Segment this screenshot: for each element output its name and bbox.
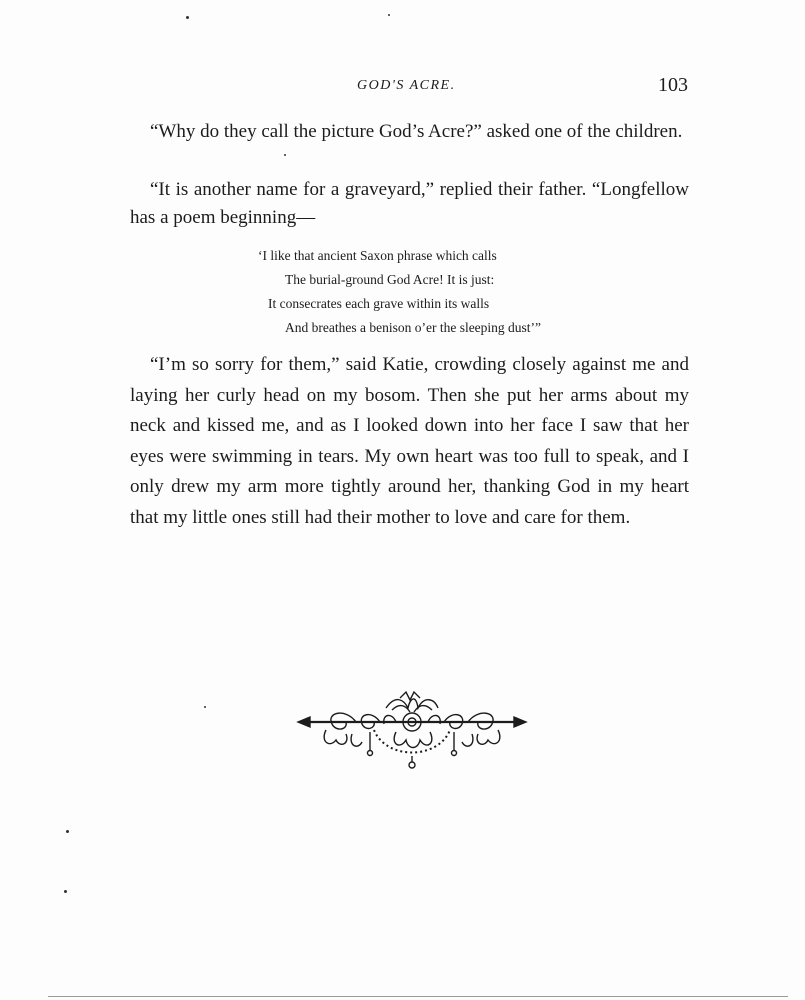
running-title: GOD'S ACRE. [357,78,456,93]
print-speck [64,890,67,893]
poem-quotation [258,244,541,340]
paragraph-answer: “It is another name for a graveyard,” replied their father. “Longfellow has a poem beginning— [130,179,689,228]
print-speck [186,16,189,19]
paragraph-question: “Why do they call the picture God’s Acre?” asked one of the children. [150,121,683,142]
print-speck [204,706,206,708]
print-speck [66,830,69,833]
paragraph-katie: “I’m so sorry for them,” said Katie, crowding closely against me and laying her curly head on my bosom. Then she put her arms about my neck and kissed me, and as I looked down into her face I saw that her eyes were swimming in tears. My own heart was too full to speak, and I only drew my arm more tightly around her, thanking God in my heart that my little ones still had their mother to love and care for them. [130,354,689,528]
page-number: 103 [658,74,688,96]
page-bottom-edge [48,996,788,997]
poem-line: And breathes a benison o’er the sleeping dust’” [285,320,542,335]
poem-line: The burial-ground God Acre! It is just: [285,272,495,287]
poem-line: It consecrates each grave within its walls [268,296,490,311]
print-speck [388,14,390,16]
floral-tailpiece-ornament-icon [296,690,528,770]
poem-line: ‘I like that ancient Saxon phrase which calls [258,248,497,263]
print-speck [284,154,286,156]
